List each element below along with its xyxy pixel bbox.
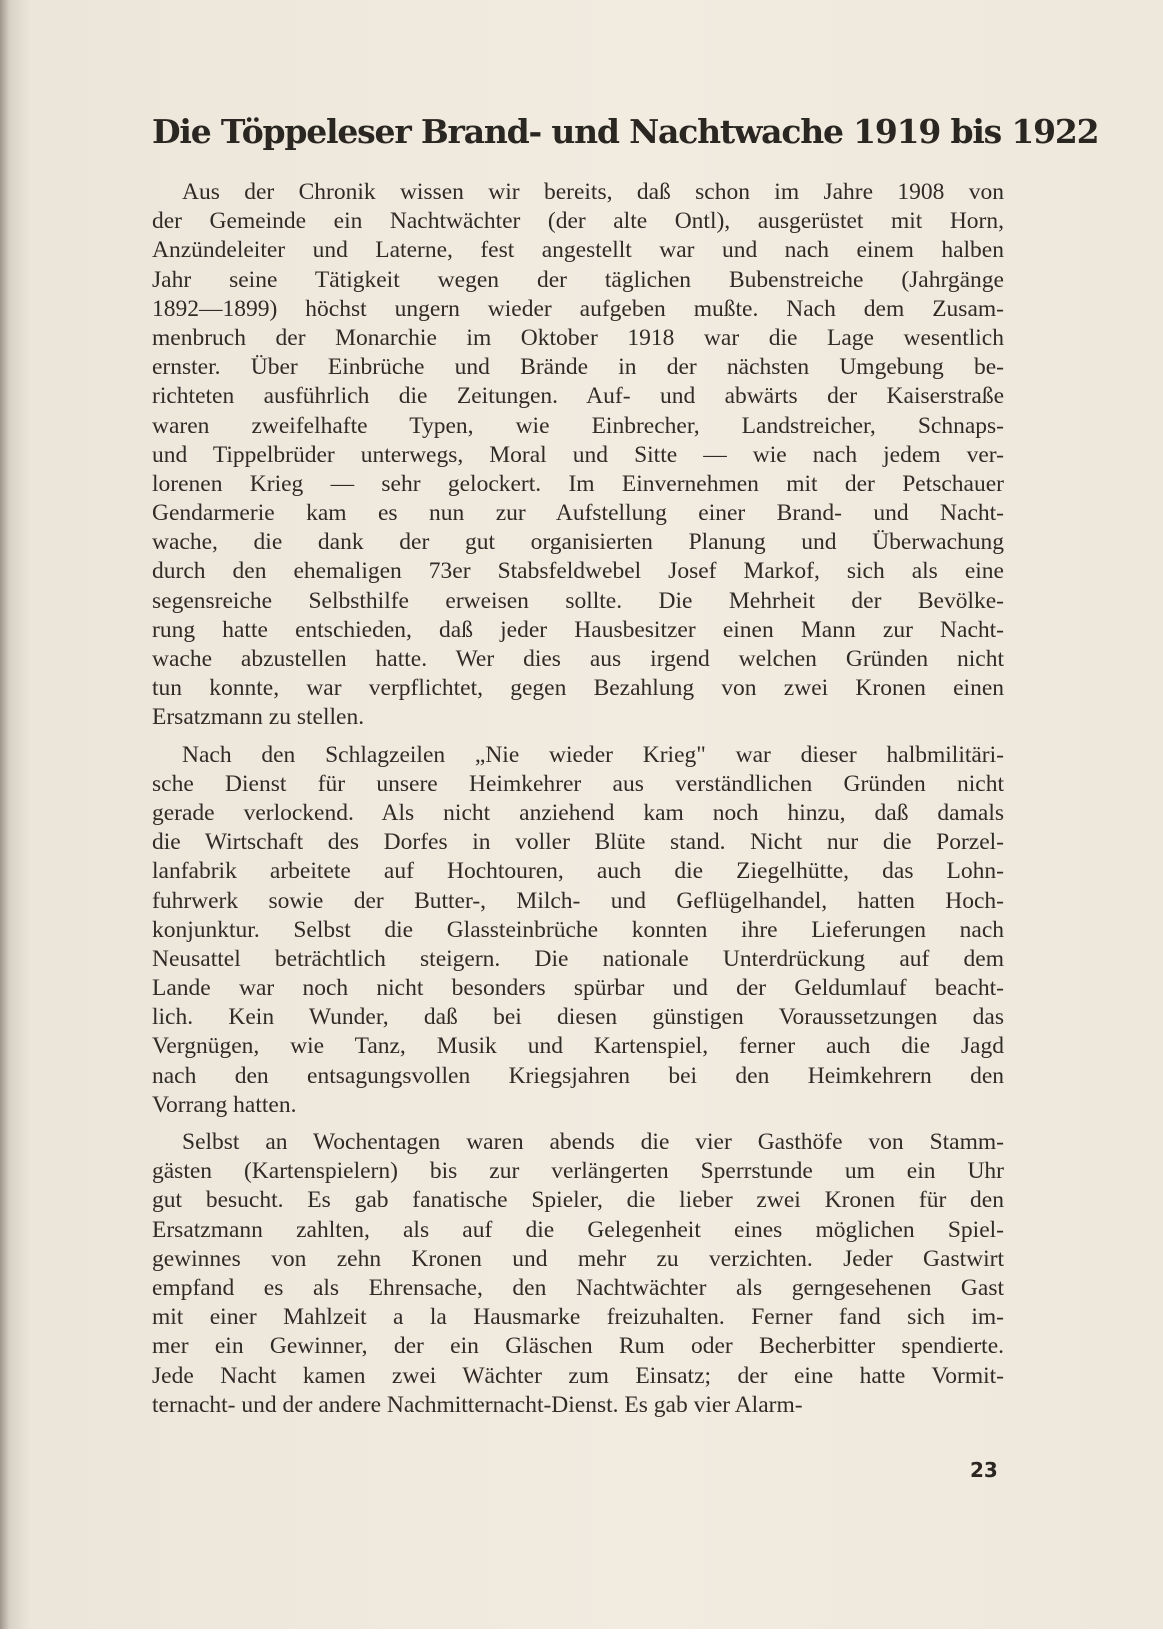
text-line: lanfabrik arbeitete auf Hochtouren, auch die Ziegelhütte, das Lohn-: [152, 858, 1004, 885]
text-line: Ersatzmann zu stellen.: [152, 704, 365, 731]
text-line: empfand es als Ehrensache, den Nachtwächter als gerngesehenen Gast: [152, 1274, 1004, 1301]
text-line: Vergnügen, wie Tanz, Musik und Kartenspiel, ferner auch die Jagd: [152, 1033, 1004, 1060]
text-line: Neusattel beträchtlich steigern. Die nationale Unterdrückung auf dem: [152, 945, 1004, 972]
text-line: richteten ausführlich die Zeitungen. Auf- und abwärts der Kaiserstraße: [152, 383, 1004, 410]
text-line: menbruch der Monarchie im Oktober 1918 war die Lage wesentlich: [152, 324, 1004, 351]
text-line: Ersatzmann zahlten, als auf die Gelegenheit eines möglichen Spiel-: [152, 1216, 1004, 1243]
text-line: Gendarmerie kam es nun zur Aufstellung einer Brand- und Nacht-: [152, 500, 1004, 527]
page-bottom-edge: [0, 1629, 1163, 1635]
text-line: Vorrang hatten.: [152, 1091, 297, 1118]
text-line: Selbst an Wochentagen waren abends die vier Gasthöfe von Stamm-: [182, 1129, 1004, 1155]
page-title: Die Töppeleser Brand- und Nachtwache 1919 bis 1922: [152, 112, 1099, 151]
paragraph: [152, 178, 1004, 733]
text-line: die Wirtschaft des Dorfes in voller Blüte stand. Nicht nur die Porzel-: [152, 829, 1004, 856]
text-line: segensreiche Selbsthilfe erweisen sollte. Die Mehrheit der Bevölke-: [152, 587, 1004, 614]
text-line: Anzündeleiter und Laterne, fest angestellt war und nach einem halben: [152, 237, 1004, 264]
text-line: mit einer Mahlzeit a la Hausmarke freizuhalten. Ferner fand sich im-: [152, 1304, 1004, 1331]
text-line: mer ein Gewinner, der ein Gläschen Rum oder Becherbitter spendierte.: [152, 1333, 1004, 1360]
paragraph: [152, 1128, 1004, 1420]
text-line: Jede Nacht kamen zwei Wächter zum Einsatz; der eine hatte Vormit-: [152, 1362, 1004, 1389]
text-line: konjunktur. Selbst die Glassteinbrüche konnten ihre Lieferungen nach: [152, 916, 1004, 943]
text-line: sche Dienst für unsere Heimkehrer aus verständlichen Gründen nicht: [152, 770, 1004, 797]
page-number: 23: [970, 1458, 998, 1482]
text-line: waren zweifelhafte Typen, wie Einbrecher, Landstreicher, Schnaps-: [152, 412, 1004, 439]
body-text: [152, 178, 1004, 1428]
text-line: gästen (Kartenspielern) bis zur verlängerten Sperrstunde um ein Uhr: [152, 1158, 1004, 1185]
text-line: tun konnte, war verpflichtet, gegen Bezahlung von zwei Kronen einen: [152, 675, 1004, 702]
text-line: wache, die dank der gut organisierten Planung und Überwachung: [152, 529, 1004, 556]
text-line: rung hatte entschieden, daß jeder Hausbesitzer einen Mann zur Nacht-: [152, 616, 1004, 643]
text-line: ernster. Über Einbrüche und Brände in der nächsten Umgebung be-: [152, 354, 1004, 381]
text-line: fuhrwerk sowie der Butter-, Milch- und Geflügelhandel, hatten Hoch-: [152, 887, 1004, 914]
text-line: durch den ehemaligen 73er Stabsfeldwebel Josef Markof, sich als eine: [152, 558, 1004, 585]
text-line: 1892—1899) höchst ungern wieder aufgeben mußte. Nach dem Zusam-: [152, 295, 1004, 322]
text-line: lich. Kein Wunder, daß bei diesen günstigen Voraussetzungen das: [152, 1004, 1004, 1031]
text-line: wache abzustellen hatte. Wer dies aus irgend welchen Gründen nicht: [152, 646, 1004, 672]
text-line: gerade verlockend. Als nicht anziehend kam noch hinzu, daß damals: [152, 799, 1004, 826]
text-line: gewinnes von zehn Kronen und mehr zu verzichten. Jeder Gastwirt: [152, 1245, 1004, 1272]
text-line: gut besucht. Es gab fanatische Spieler, die lieber zwei Kronen für den: [152, 1187, 1004, 1214]
text-line: Lande war noch nicht besonders spürbar und der Geldumlauf beacht-: [152, 975, 1004, 1002]
text-line: ternacht- und der andere Nachmitternacht-Dienst. Es gab vier Alarm-: [152, 1391, 803, 1418]
text-line: nach den entsagungsvollen Kriegsjahren bei den Heimkehrern den: [152, 1062, 1004, 1089]
text-line: Nach den Schlagzeilen „Nie wieder Krieg" war dieser halbmilitäri-: [182, 741, 1004, 768]
text-line: Aus der Chronik wissen wir bereits, daß schon im Jahre 1908 von: [182, 179, 1004, 205]
text-line: der Gemeinde ein Nachtwächter (der alte Ontl), ausgerüstet mit Horn,: [152, 208, 1004, 235]
text-line: lorenen Krieg — sehr gelockert. Im Einvernehmen mit der Petschauer: [152, 470, 1004, 497]
text-line: Jahr seine Tätigkeit wegen der täglichen Bubenstreiche (Jahrgänge: [152, 266, 1004, 293]
text-line: und Tippelbrüder unterwegs, Moral und Sitte — wie nach jedem ver-: [152, 441, 1004, 468]
paragraph: [152, 741, 1004, 1120]
